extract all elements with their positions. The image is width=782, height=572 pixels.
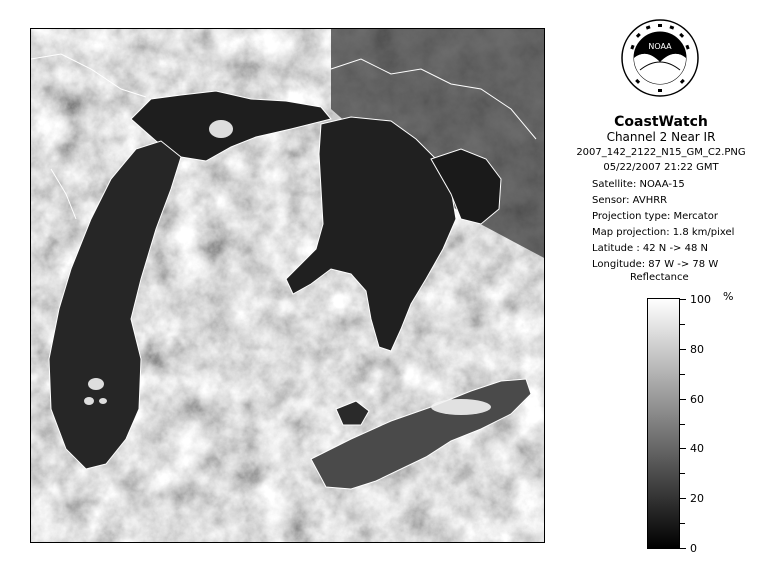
colorbar-tick-label: 60: [690, 393, 704, 406]
colorbar-tick: [680, 523, 685, 524]
noaa-logo: [620, 18, 700, 98]
colorbar-tick: [680, 324, 685, 325]
colorbar: [647, 298, 680, 549]
colorbar-tick-label: 40: [690, 442, 704, 455]
colorbar-title: Reflectance: [630, 272, 689, 283]
colorbar-tick: [680, 399, 686, 400]
page-title: CoastWatch: [614, 114, 708, 130]
colorbar-tick-label: 20: [690, 492, 704, 505]
colorbar-tick-label: 0: [690, 542, 697, 555]
colorbar-tick: [680, 349, 686, 350]
logo-text: NOAA: [648, 42, 672, 51]
colorbar-tick: [680, 498, 686, 499]
colorbar-tick: [680, 473, 685, 474]
satellite-map: [31, 29, 545, 543]
longitude-label: Longitude: 87 W -> 78 W: [592, 259, 719, 270]
satellite-image: [30, 28, 545, 543]
colorbar-tick: [680, 374, 685, 375]
sensor-label: Sensor: AVHRR: [592, 195, 668, 206]
colorbar-tick: [680, 448, 686, 449]
colorbar-tick: [680, 548, 686, 549]
colorbar-tick: [680, 424, 685, 425]
satellite-label: Satellite: NOAA-15: [592, 179, 685, 190]
colorbar-tick-label: 80: [690, 343, 704, 356]
datetime-label: 05/22/2007 21:22 GMT: [603, 162, 719, 173]
channel-label: Channel 2 Near IR: [606, 130, 716, 144]
latitude-label: Latitude : 42 N -> 48 N: [592, 243, 708, 254]
colorbar-tick: [680, 299, 686, 300]
filename-label: 2007_142_2122_N15_GM_C2.PNG: [576, 147, 746, 158]
colorbar-unit: %: [723, 290, 734, 303]
map-projection-label: Map projection: 1.8 km/pixel: [592, 227, 735, 238]
projection-label: Projection type: Mercator: [592, 211, 718, 222]
colorbar-tick-label: 100: [690, 293, 711, 306]
